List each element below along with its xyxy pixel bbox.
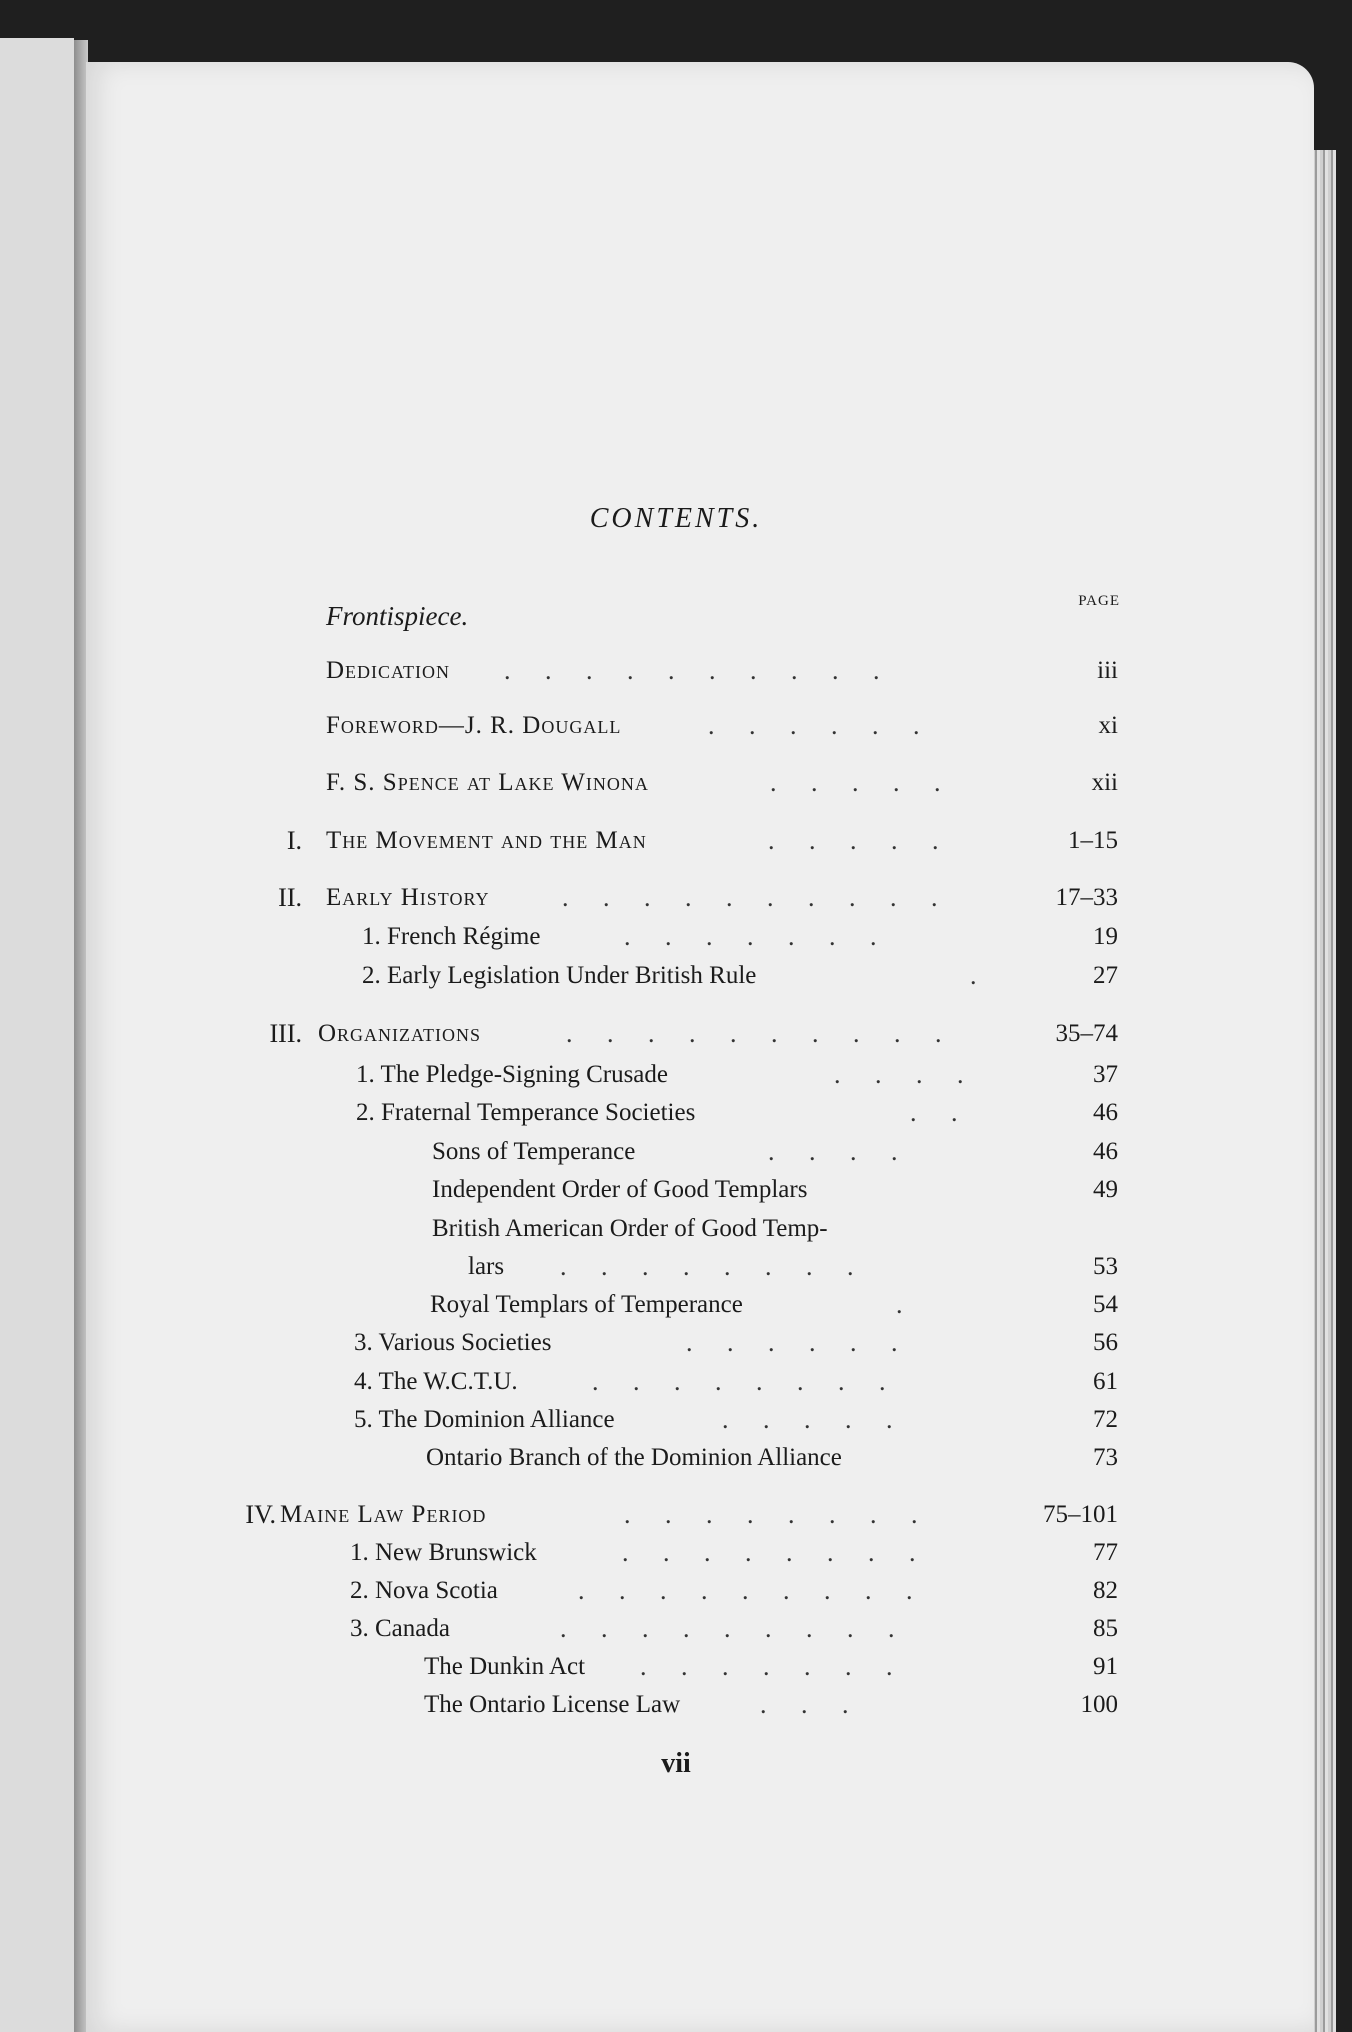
toc-entry bbox=[0, 1019, 1352, 1049]
toc-entry bbox=[0, 711, 1352, 741]
toc-entry bbox=[0, 656, 1352, 686]
dot-leader: . . . . . bbox=[768, 826, 941, 855]
entry-label: 3. Canada bbox=[350, 1615, 450, 1642]
dot-leader: . . . . . bbox=[770, 768, 943, 797]
entry-page: 85 bbox=[1093, 1615, 1118, 1642]
entry-label: 2. Fraternal Temperance Societies bbox=[356, 1099, 696, 1126]
chapter-number: IV. bbox=[245, 1500, 276, 1529]
entry-page: 73 bbox=[1093, 1444, 1118, 1471]
entry-page: 46 bbox=[1093, 1138, 1118, 1165]
toc-entry bbox=[0, 1328, 1352, 1358]
toc-entry bbox=[0, 1290, 1352, 1320]
entry-label: Foreword—J. R. Dougall bbox=[326, 712, 622, 739]
entry-page: 35–74 bbox=[1055, 1020, 1118, 1047]
toc-entry bbox=[0, 1405, 1352, 1435]
chapter-number: II. bbox=[278, 883, 302, 912]
entry-label: The Ontario License Law bbox=[424, 1691, 681, 1718]
entry-label: Royal Templars of Temperance bbox=[430, 1291, 743, 1318]
toc-entry bbox=[0, 922, 1352, 952]
dot-leader: . . . . . . . . . . bbox=[504, 656, 882, 685]
dot-leader: . . . bbox=[760, 1690, 851, 1719]
dot-leader: . bbox=[896, 1290, 905, 1319]
dot-leader: . . . . . . . . bbox=[592, 1367, 888, 1396]
toc-entry bbox=[0, 601, 1352, 631]
dot-leader: . . . . . . . . . . bbox=[566, 1019, 944, 1048]
toc-entry bbox=[0, 826, 1352, 856]
toc-entry bbox=[0, 1614, 1352, 1644]
entry-page: 91 bbox=[1093, 1653, 1118, 1680]
entry-page: 1–15 bbox=[1068, 827, 1118, 854]
dot-leader: . . . . . . bbox=[686, 1328, 900, 1357]
entry-label: Maine Law Period bbox=[280, 1501, 487, 1528]
entry-label: Sons of Temperance bbox=[432, 1138, 636, 1165]
toc-entry bbox=[0, 1443, 1352, 1473]
entry-label: Frontispiece. bbox=[326, 601, 469, 631]
toc-entry bbox=[0, 883, 1352, 913]
toc-entry bbox=[0, 1576, 1352, 1606]
entry-page: 75–101 bbox=[1043, 1501, 1118, 1528]
entry-page: xi bbox=[1098, 712, 1118, 739]
entry-label: 2. Nova Scotia bbox=[350, 1577, 498, 1604]
entry-label: Ontario Branch of the Dominion Alliance bbox=[426, 1444, 842, 1471]
toc-entry bbox=[0, 1214, 1352, 1244]
chapter-number: III. bbox=[269, 1019, 302, 1048]
dot-leader: . . . . . . . bbox=[624, 922, 879, 951]
toc-entry bbox=[0, 1538, 1352, 1568]
dot-leader: . . . . . . bbox=[708, 711, 922, 740]
entry-label: The Movement and the Man bbox=[326, 827, 647, 854]
dot-leader: . bbox=[970, 961, 979, 990]
entry-label: 4. The W.C.T.U. bbox=[354, 1368, 518, 1395]
entry-page: 54 bbox=[1093, 1291, 1118, 1318]
entry-page: 46 bbox=[1093, 1099, 1118, 1126]
entry-label: F. S. Spence at Lake Winona bbox=[326, 769, 649, 796]
entry-page: 49 bbox=[1093, 1176, 1118, 1203]
dot-leader: . . . . . . . . bbox=[622, 1538, 918, 1567]
entry-page: 19 bbox=[1093, 923, 1118, 950]
entry-page: xii bbox=[1091, 769, 1118, 796]
entry-label: 3. Various Societies bbox=[354, 1329, 552, 1356]
entry-page: 56 bbox=[1093, 1329, 1118, 1356]
entry-label: lars bbox=[468, 1253, 505, 1280]
entry-label: Organizations bbox=[318, 1020, 482, 1047]
entry-page: 61 bbox=[1093, 1368, 1118, 1395]
dot-leader: . . . . . bbox=[722, 1405, 895, 1434]
page-title: CONTENTS. bbox=[589, 503, 763, 534]
entry-label: The Dunkin Act bbox=[424, 1653, 586, 1680]
toc-entry bbox=[0, 1175, 1352, 1205]
toc-entry bbox=[0, 1060, 1352, 1090]
entry-page: 72 bbox=[1093, 1406, 1118, 1433]
entry-page: 100 bbox=[1080, 1691, 1118, 1718]
dot-leader: . . . . bbox=[834, 1060, 966, 1089]
entry-page: 27 bbox=[1093, 962, 1118, 989]
dot-leader: . . . . . . . . . bbox=[578, 1576, 915, 1605]
toc-entry bbox=[0, 1500, 1352, 1530]
entry-label: 1. New Brunswick bbox=[350, 1539, 537, 1566]
entry-label: Early History bbox=[326, 884, 490, 911]
entry-page: iii bbox=[1097, 657, 1118, 684]
toc-entry bbox=[0, 1690, 1352, 1720]
entry-label: 2. Early Legislation Under British Rule bbox=[362, 962, 757, 989]
entry-page: 37 bbox=[1093, 1061, 1118, 1088]
entry-page: 82 bbox=[1093, 1577, 1118, 1604]
dot-leader: . . . . . . . . . . bbox=[562, 883, 940, 912]
entry-page: 17–33 bbox=[1055, 884, 1118, 911]
dot-leader: . . . . . . . . bbox=[624, 1500, 920, 1529]
entry-page: 53 bbox=[1093, 1253, 1118, 1280]
entry-page: 77 bbox=[1093, 1539, 1118, 1566]
entry-label: Dedication bbox=[326, 657, 451, 684]
dot-leader: . . . . . . . . . bbox=[560, 1614, 897, 1643]
toc-entry bbox=[0, 961, 1352, 991]
toc-entry bbox=[0, 1098, 1352, 1128]
toc-entry bbox=[0, 1252, 1352, 1282]
dot-leader: . . . . . . . . bbox=[560, 1252, 856, 1281]
entry-label: 1. French Régime bbox=[362, 923, 541, 950]
chapter-number: I. bbox=[286, 826, 302, 855]
dot-leader: . . . . . . . bbox=[640, 1652, 895, 1681]
entry-label: Independent Order of Good Templars bbox=[432, 1176, 808, 1203]
toc-entry bbox=[0, 1367, 1352, 1397]
toc-entry bbox=[0, 1652, 1352, 1682]
toc-entry bbox=[0, 768, 1352, 798]
dot-leader: . . . . bbox=[768, 1137, 900, 1166]
page-column-label: PAGE bbox=[1078, 593, 1120, 609]
dot-leader: . . bbox=[910, 1098, 960, 1127]
toc-entry bbox=[0, 1137, 1352, 1167]
entry-label: 1. The Pledge-Signing Crusade bbox=[356, 1061, 668, 1088]
entry-label: 5. The Dominion Alliance bbox=[354, 1406, 615, 1433]
page-number: vii bbox=[661, 1748, 691, 1779]
entry-label: British American Order of Good Temp- bbox=[432, 1215, 828, 1242]
